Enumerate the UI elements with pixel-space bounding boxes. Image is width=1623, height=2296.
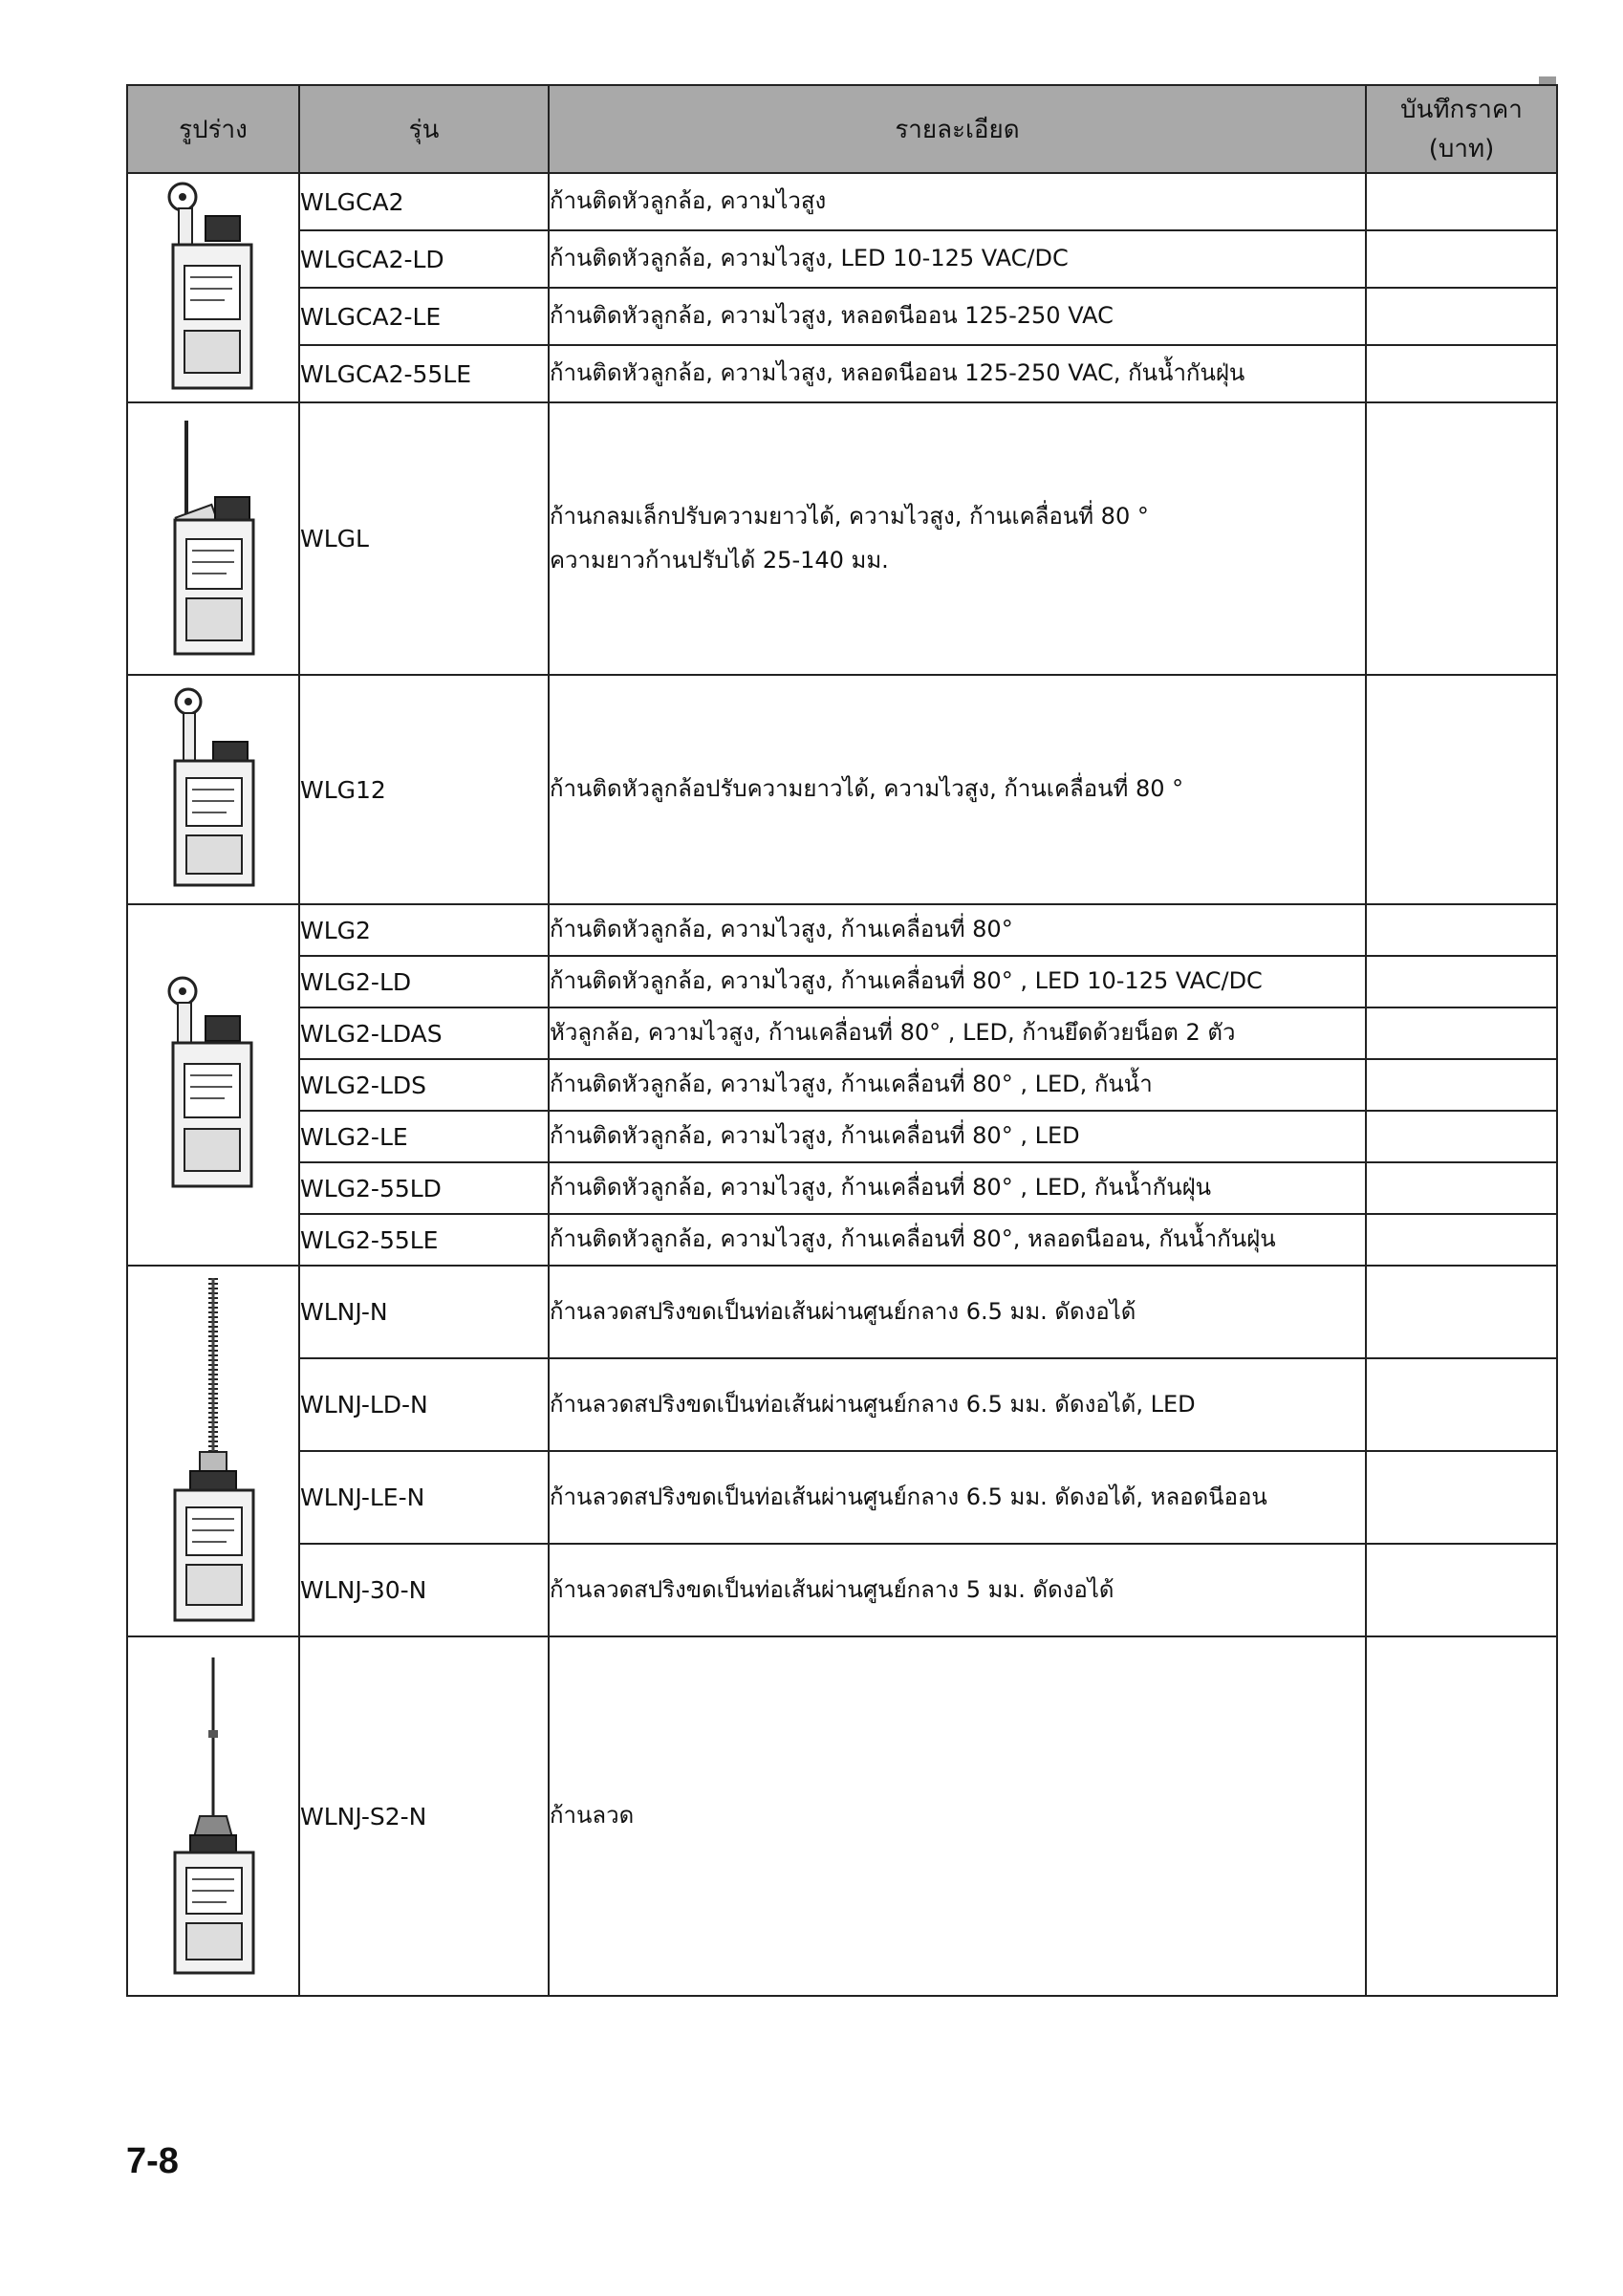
detail-cell: ก้านติดหัวลูกล้อ, ความไวสูง, ก้านเคลื่อนที่ 80° , LED, กันน้ำกันฝุ่น xyxy=(549,1162,1366,1214)
header-shape: รูปร่าง xyxy=(127,85,299,173)
price-cell[interactable] xyxy=(1366,402,1557,675)
price-cell[interactable] xyxy=(1366,173,1557,230)
coil-spring-limit-switch-icon xyxy=(156,1274,270,1628)
detail-cell: ก้านติดหัวลูกล้อ, ความไวสูง xyxy=(549,173,1366,230)
detail-cell: ก้านลวดสปริงขดเป็นท่อเส้นผ่านศูนย์กลาง 5 มม. ดัดงอได้ xyxy=(549,1544,1366,1636)
model-cell: WLNJ-LD-N xyxy=(299,1358,549,1451)
table-row xyxy=(127,288,1557,345)
roller-lever-limit-switch-icon xyxy=(156,970,270,1200)
detail-cell: ก้านติดหัวลูกล้อ, ความไวสูง, LED 10-125 VAC/DC xyxy=(549,230,1366,288)
price-cell[interactable] xyxy=(1366,345,1557,402)
price-cell[interactable] xyxy=(1366,904,1557,956)
table-row xyxy=(127,173,1557,230)
detail-line-1: ก้านกลมเล็กปรับความยาวได้, ความไวสูง, ก้านเคลื่อนที่ 80 ° xyxy=(550,502,1149,530)
model-cell: WLG2-55LE xyxy=(299,1214,549,1266)
shape-cell xyxy=(127,173,299,402)
table-row xyxy=(127,675,1557,904)
shape-cell xyxy=(127,675,299,904)
header-price-line1: บันทึกราคา xyxy=(1400,96,1523,124)
table-row xyxy=(127,1544,1557,1636)
wire-rod-limit-switch-icon xyxy=(156,1654,270,1979)
model-cell: WLNJ-30-N xyxy=(299,1544,549,1636)
price-cell[interactable] xyxy=(1366,1358,1557,1451)
header-detail: รายละเอียด xyxy=(549,85,1366,173)
table-row xyxy=(127,1111,1557,1162)
header-price xyxy=(1366,85,1557,173)
price-cell[interactable] xyxy=(1366,1007,1557,1059)
model-cell: WLGL xyxy=(299,402,549,675)
model-cell: WLGCA2 xyxy=(299,173,549,230)
detail-cell: ก้านติดหัวลูกล้อ, ความไวสูง, หลอดนีออน 125-250 VAC xyxy=(549,288,1366,345)
adjustable-roller-lever-limit-switch-icon xyxy=(156,684,270,895)
detail-cell: ก้านติดหัวลูกล้อ, ความไวสูง, ก้านเคลื่อนที่ 80° , LED xyxy=(549,1111,1366,1162)
page-number: 7-8 xyxy=(126,2141,179,2181)
price-cell[interactable] xyxy=(1366,1636,1557,1996)
detail-cell: ก้านติดหัวลูกล้อ, ความไวสูง, ก้านเคลื่อนที่ 80° xyxy=(549,904,1366,956)
detail-cell: ก้านลวด xyxy=(549,1636,1366,1996)
roller-lever-limit-switch-icon xyxy=(156,178,270,398)
detail-cell: ก้านติดหัวลูกล้อปรับความยาวได้, ความไวสูง, ก้านเคลื่อนที่ 80 ° xyxy=(549,675,1366,904)
detail-line-2: ความยาวก้านปรับได้ 25-140 มม. xyxy=(550,546,889,574)
price-cell[interactable] xyxy=(1366,230,1557,288)
model-cell: WLNJ-S2-N xyxy=(299,1636,549,1996)
table-row xyxy=(127,402,1557,675)
shape-cell xyxy=(127,402,299,675)
table-row xyxy=(127,1162,1557,1214)
shape-cell xyxy=(127,904,299,1266)
price-cell[interactable] xyxy=(1366,1162,1557,1214)
header-price-line2: (บาท) xyxy=(1428,135,1495,163)
header-model: รุ่น xyxy=(299,85,549,173)
table-row xyxy=(127,956,1557,1007)
price-cell[interactable] xyxy=(1366,1266,1557,1358)
model-cell: WLGCA2-55LE xyxy=(299,345,549,402)
table-row xyxy=(127,1358,1557,1451)
price-cell[interactable] xyxy=(1366,675,1557,904)
model-cell: WLNJ-LE-N xyxy=(299,1451,549,1544)
shape-cell xyxy=(127,1266,299,1636)
table-row xyxy=(127,904,1557,956)
table-row xyxy=(127,1059,1557,1111)
model-cell: WLG2-LD xyxy=(299,956,549,1007)
detail-cell: หัวลูกล้อ, ความไวสูง, ก้านเคลื่อนที่ 80° , LED, ก้านยึดด้วยน็อต 2 ตัว xyxy=(549,1007,1366,1059)
table-row xyxy=(127,230,1557,288)
model-cell: WLGCA2-LD xyxy=(299,230,549,288)
table-row xyxy=(127,1214,1557,1266)
limit-switch-price-table xyxy=(126,84,1558,1997)
model-cell: WLG2-LE xyxy=(299,1111,549,1162)
price-cell[interactable] xyxy=(1366,288,1557,345)
model-cell: WLG2-LDS xyxy=(299,1059,549,1111)
model-cell: WLG2-55LD xyxy=(299,1162,549,1214)
price-cell[interactable] xyxy=(1366,1059,1557,1111)
table-row xyxy=(127,1636,1557,1996)
detail-cell: ก้านติดหัวลูกล้อ, ความไวสูง, ก้านเคลื่อนที่ 80° , LED 10-125 VAC/DC xyxy=(549,956,1366,1007)
price-cell[interactable] xyxy=(1366,1111,1557,1162)
detail-cell: ก้านติดหัวลูกล้อ, ความไวสูง, ก้านเคลื่อนที่ 80°, หลอดนีออน, กันน้ำกันฝุ่น xyxy=(549,1214,1366,1266)
price-cell[interactable] xyxy=(1366,1451,1557,1544)
detail-cell: ก้านติดหัวลูกล้อ, ความไวสูง, หลอดนีออน 125-250 VAC, กันน้ำกันฝุ่น xyxy=(549,345,1366,402)
detail-cell: ก้านลวดสปริงขดเป็นท่อเส้นผ่านศูนย์กลาง 6.5 มม. ดัดงอได้ xyxy=(549,1266,1366,1358)
model-cell: WLG12 xyxy=(299,675,549,904)
detail-cell xyxy=(549,402,1366,675)
price-cell[interactable] xyxy=(1366,1214,1557,1266)
detail-cell: ก้านติดหัวลูกล้อ, ความไวสูง, ก้านเคลื่อนที่ 80° , LED, กันน้ำ xyxy=(549,1059,1366,1111)
rod-lever-limit-switch-icon xyxy=(156,415,270,663)
table-row xyxy=(127,1451,1557,1544)
table-row xyxy=(127,1266,1557,1358)
table-row xyxy=(127,345,1557,402)
model-cell: WLNJ-N xyxy=(299,1266,549,1358)
price-cell[interactable] xyxy=(1366,1544,1557,1636)
table-header-row xyxy=(127,85,1557,173)
detail-cell: ก้านลวดสปริงขดเป็นท่อเส้นผ่านศูนย์กลาง 6.5 มม. ดัดงอได้, หลอดนีออน xyxy=(549,1451,1366,1544)
shape-cell xyxy=(127,1636,299,1996)
detail-cell: ก้านลวดสปริงขดเป็นท่อเส้นผ่านศูนย์กลาง 6.5 มม. ดัดงอได้, LED xyxy=(549,1358,1366,1451)
table-row xyxy=(127,1007,1557,1059)
model-cell: WLG2 xyxy=(299,904,549,956)
model-cell: WLGCA2-LE xyxy=(299,288,549,345)
model-cell: WLG2-LDAS xyxy=(299,1007,549,1059)
price-cell[interactable] xyxy=(1366,956,1557,1007)
